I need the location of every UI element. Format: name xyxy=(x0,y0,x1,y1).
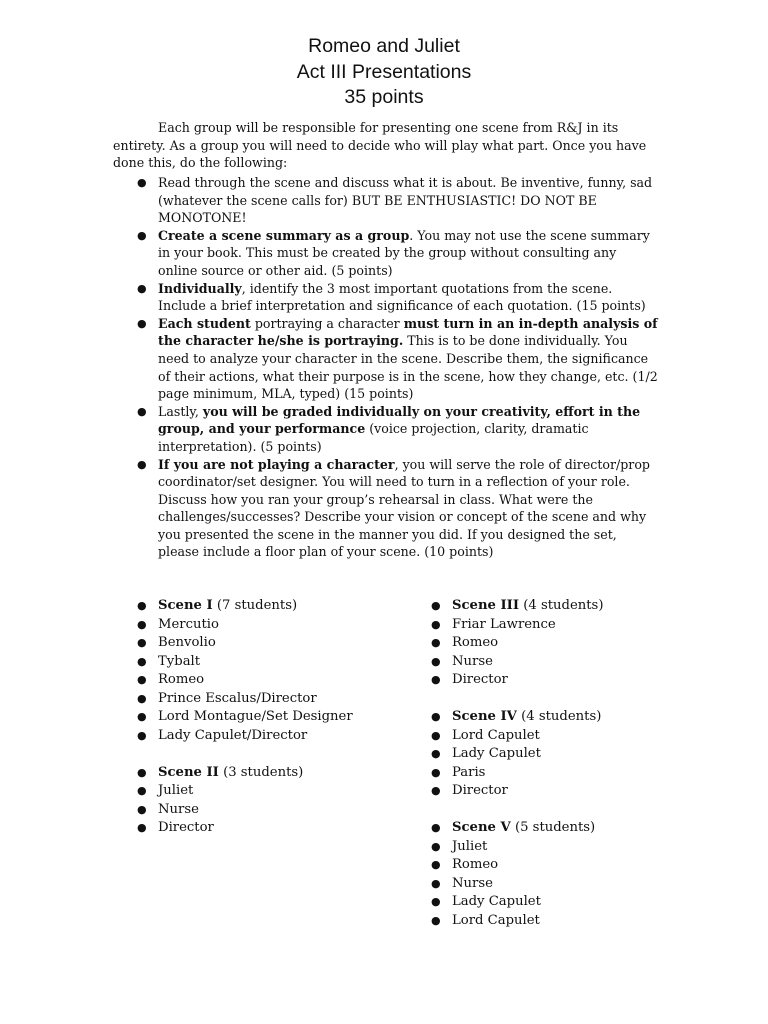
intro-paragraph xyxy=(113,119,658,172)
scene-count: (4 students) xyxy=(521,709,602,724)
bullet-icon: ● xyxy=(431,636,441,649)
role-label: Juliet xyxy=(452,838,488,854)
requirement-bold: Each student xyxy=(158,315,251,331)
role-label: Romeo xyxy=(452,857,499,872)
bullet-icon: ● xyxy=(431,839,441,853)
role-label: Nurse xyxy=(452,875,493,891)
role-label: Romeo xyxy=(158,672,205,687)
bullet-icon: ● xyxy=(431,913,441,927)
role-item xyxy=(113,727,373,746)
requirement-bold: you will be graded individually on your creativity, effort in the group, and your performance xyxy=(158,403,641,437)
bullet-icon: ● xyxy=(431,728,441,742)
role-label: Friar Lawrence xyxy=(452,616,556,632)
scene-group xyxy=(407,708,667,801)
scene-group xyxy=(113,764,373,838)
role-label: Romeo xyxy=(452,635,499,650)
bullet-icon: ● xyxy=(137,728,147,742)
bullet-icon: ● xyxy=(137,691,147,705)
role-item xyxy=(113,671,373,690)
bullet-icon: ● xyxy=(137,617,147,631)
requirement-text: . You may not use the scene summary in your book. This must be created by the group without consulting any online source or other aid. (5 points) xyxy=(158,227,650,278)
scene-name: Scene III xyxy=(452,598,520,613)
requirement-item xyxy=(113,174,658,227)
scene-heading xyxy=(407,597,667,616)
bullet-icon: ● xyxy=(431,858,441,871)
requirement-bold: Create a scene summary as a group xyxy=(158,227,410,243)
role-label: Lord Montague/Set Designer xyxy=(158,709,353,724)
page-title: Romeo and Juliet xyxy=(308,35,460,57)
role-label: Nurse xyxy=(452,653,493,669)
scene-group xyxy=(113,597,373,745)
bullet-icon: ● xyxy=(137,316,147,330)
bullet-icon: ● xyxy=(137,802,147,816)
page-header xyxy=(0,34,768,111)
requirement-bold: must turn in an in-depth analysis of the character he/she is portraying. xyxy=(158,315,658,349)
role-label: Director xyxy=(452,672,508,687)
role-item xyxy=(407,634,667,653)
role-label: Mercutio xyxy=(158,616,219,632)
role-item xyxy=(407,912,667,931)
role-item xyxy=(407,727,667,746)
bullet-icon: ● xyxy=(431,747,441,760)
role-label: Director xyxy=(158,820,214,835)
role-label: Lady Capulet/Director xyxy=(158,727,308,743)
bullet-icon: ● xyxy=(137,765,147,779)
role-item xyxy=(407,782,667,801)
bullet-icon: ● xyxy=(431,821,441,834)
scene-count: (3 students) xyxy=(223,764,304,780)
scene-name: Scene V xyxy=(452,820,511,835)
scene-heading xyxy=(407,708,667,727)
bullet-icon: ● xyxy=(137,176,147,189)
role-item xyxy=(113,690,373,709)
scene-heading xyxy=(113,597,373,616)
role-item xyxy=(407,745,667,764)
bullet-icon: ● xyxy=(137,636,147,649)
role-item xyxy=(113,616,373,635)
role-item xyxy=(407,616,667,635)
bullet-icon: ● xyxy=(431,895,441,908)
scene-column-left xyxy=(113,597,373,856)
requirement-text: , you will serve the role of director/prop coordinator/set designer. You will need to turn in a reflection of your role. Discuss how you ran your group’s rehearsal in class. What were the challenges/successes? Describe your vision or concept of the scene and why you presented the scene in the manner you did. If you designed the set, please include a floor plan of your scene. (10 points) xyxy=(158,456,650,560)
role-item xyxy=(407,671,667,690)
role-item xyxy=(113,801,373,820)
bullet-icon: ● xyxy=(137,821,147,834)
role-item xyxy=(113,708,373,727)
role-label: Lord Capulet xyxy=(452,727,540,743)
scene-group xyxy=(407,819,667,930)
requirement-item xyxy=(113,456,658,562)
bullet-icon: ● xyxy=(431,673,441,686)
requirement-item xyxy=(113,403,658,456)
role-item xyxy=(407,838,667,857)
role-label: Lady Capulet xyxy=(452,894,541,909)
requirement-text: (voice projection, clarity, dramatic interpretation). (5 points) xyxy=(158,421,589,454)
role-item xyxy=(113,782,373,801)
bullet-icon: ● xyxy=(431,710,441,723)
total-points: 35 points xyxy=(344,86,424,108)
role-label: Paris xyxy=(452,764,486,780)
bullet-icon: ● xyxy=(137,228,147,242)
requirement-bold: Individually xyxy=(158,280,242,296)
role-item xyxy=(407,893,667,912)
role-label: Director xyxy=(452,783,508,798)
scene-name: Scene II xyxy=(158,764,219,780)
bullet-icon: ● xyxy=(137,281,147,295)
scene-group xyxy=(407,597,667,690)
bullet-icon: ● xyxy=(137,784,147,797)
role-label: Juliet xyxy=(158,783,194,798)
role-label: Tybalt xyxy=(158,653,201,669)
bullet-icon: ● xyxy=(137,457,147,471)
requirement-text: This is to be done individually. You need to analyze your character in the scene. Describe them, the significance of their actions, what their purpose is in the scene, how they change, etc. (1/2 page minimum, MLA, typed) (15 points) xyxy=(158,333,658,402)
bullet-icon: ● xyxy=(137,404,147,418)
bullet-icon: ● xyxy=(137,710,147,723)
role-item xyxy=(407,764,667,783)
scene-count: (7 students) xyxy=(216,598,298,613)
role-label: Benvolio xyxy=(158,635,216,650)
role-item xyxy=(407,856,667,875)
bullet-icon: ● xyxy=(431,765,441,779)
bullet-icon: ● xyxy=(137,673,147,686)
requirement-text: Lastly, xyxy=(158,403,203,419)
role-item xyxy=(113,653,373,672)
requirement-text: , identify the 3 most important quotations from the scene. Include a brief interpretation and significance of each quotation. (15 points) xyxy=(158,280,646,314)
scene-name: Scene IV xyxy=(452,709,517,724)
role-item xyxy=(407,875,667,894)
page-subtitle: Act III Presentations xyxy=(296,60,472,83)
role-item xyxy=(113,634,373,653)
scene-count: (5 students) xyxy=(514,820,596,835)
scene-heading xyxy=(407,819,667,838)
requirement-item xyxy=(113,227,658,280)
requirement-item xyxy=(113,280,658,315)
scene-column-right xyxy=(407,597,667,949)
requirement-item xyxy=(113,315,658,403)
bullet-icon: ● xyxy=(137,599,147,612)
role-label: Prince Escalus/Director xyxy=(158,690,317,706)
scene-name: Scene I xyxy=(158,598,213,613)
scene-heading xyxy=(113,764,373,783)
requirement-text: portraying a character xyxy=(250,315,404,331)
requirements-list xyxy=(113,174,658,561)
role-label: Nurse xyxy=(158,801,199,817)
role-item xyxy=(407,653,667,672)
bullet-icon: ● xyxy=(431,599,441,612)
bullet-icon: ● xyxy=(431,617,441,631)
intro-text: Each group will be responsible for presenting one scene from R&J in its entirety. As a group you will need to decide who will play what part. Once you have done this, do the following: xyxy=(113,120,647,171)
bullet-icon: ● xyxy=(431,876,441,890)
scene-count: (4 students) xyxy=(523,598,604,613)
bullet-icon: ● xyxy=(431,784,441,797)
bullet-icon: ● xyxy=(431,654,441,668)
role-item xyxy=(113,819,373,838)
role-label: Lady Capulet xyxy=(452,746,541,761)
role-label: Lord Capulet xyxy=(452,912,540,928)
requirement-text: Read through the scene and discuss what it is about. Be inventive, funny, sad (whatever the scene calls for) BUT BE ENTHUSIASTIC! DO NOT BE MONOTONE! xyxy=(158,175,653,226)
requirement-bold: If you are not playing a character xyxy=(158,456,395,472)
bullet-icon: ● xyxy=(137,654,147,668)
